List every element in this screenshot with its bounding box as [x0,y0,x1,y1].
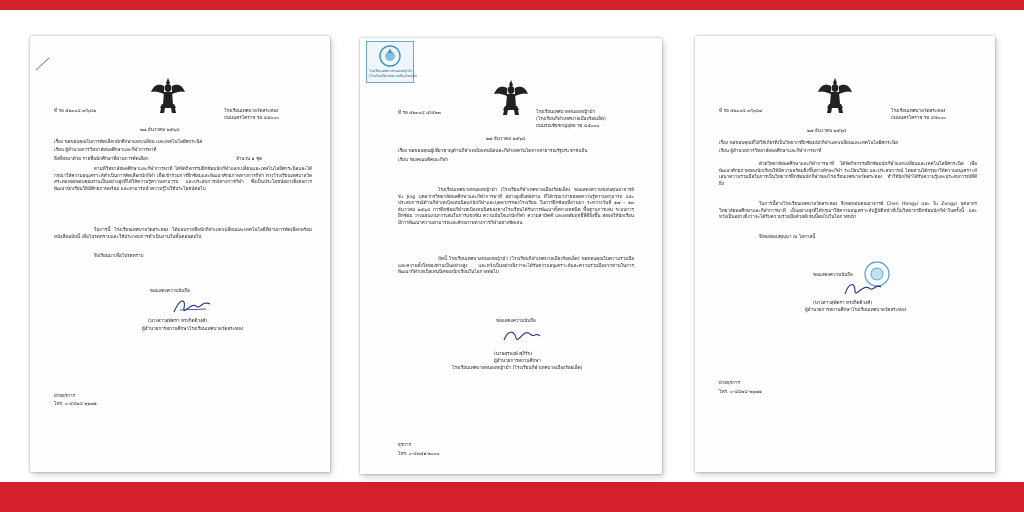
department: ฝ่ายธุรการ [54,394,76,399]
school-address: ถนนนครโคราช รอ ๔๕๐๐๐ [891,116,946,121]
signer-title: ผู้อำนวยการสถานศึกษาโรงเรียนเทศบาลวัดสระทอง [142,327,244,332]
regards: ขอแสดงความนับถือ [150,289,190,294]
letter-enclosure: สิ่งที่ส่งมาด้วย รายชื่อนักศึกษาที่ผ่านการคัดเลือก [54,157,149,162]
letter-body-2: ในการนี้ โรงเรียนเทศบาลวัดสระทอง ได้มอบรายชื่อนักกีฬาแลกเปลี่ยนและเทคโนโลยีที่ผ่านการคัดเลือกพร้อมหนังสือฉบับนี้ เพื่อโปรดทราบและใช้ประกอบการดำเนินงานในขั้นตอนต่อไป [54,228,312,240]
closing-line: จึงขอขอบคุณมา ณ โอกาสนี้ [759,235,816,240]
department: ฝ่ายธุรการ [719,381,741,386]
phone-number: โทร. ๐-๔๔๒๔-๒๖๗๑ [54,402,97,407]
letter-recipient: เรียน รองคณบดีคณะกีฬา [398,158,449,163]
letter-subject: เรื่อง ขอขอบคุณในการคัดเลือกนักศึกษาแลกเปลี่ยน และเทคโนโลยีศกระนิส [54,140,203,145]
school-address: (โรงเรียนกีฬาเทศบาลเมืองร้อยเอ็ด) [536,117,606,122]
letter-subject: เรื่อง ขอขอบคุณที่ได้ให้เกียรติเป็นวิทยากรฝึกซ้อมนักกีฬาแลกเปลี่ยนและเทคโนโลยีศกระนิส [719,141,898,146]
letter-body-1: ตามที่วิทยาลัยพลศึกษาและกีฬาการพาที ได้จัดกิจกรรมฝึกซ้อมนักกีฬาแลกเปลี่ยนและเทคโนโลยีศกระนิสและได้กรุณาให้ความอนุเคราะห์ดำเนินการคัดเลือกนักกีฬา เพื่อเข้าร่วมการฝึกซ้อมและพัฒนาศักยภาพทางการกีฬา ทางโรงเรียนเทศบาลวัดสระทองขอขอบคุณท่านเป็นอย่างสูงที่ได้ให้ความรู้ความสามารถ และประสบการณ์ทางการกีฬา ซึ่งเป็นประโยชน์อย่างยิ่งต่อการพัฒนานักเรียนให้มีศักยภาพพร้อม และสามารถนำความรู้ไปใช้ประโยชน์ต่อไป [54,167,312,192]
school-address-2: ถนนรณชัยชาญยุทธ รอ ๔๕๐๐๐ [536,124,600,129]
letter-body-2: บัดนี้ โรงเรียนเทศบาลหนองหญ้าม้า (โรงเรียนกีฬาเทศบาลเมืองร้อยเอ็ด) ขอขอบคุณในความร่วมมือและความตั้งใจของท่านเป็นอย่างสูง และหวังเป็นอย่างยิ่งว่าจะได้รับความอนุเคราะห์และความร่วมมือจากท่านในการพัฒนากีฬาเทเบิลเทนนิสของนักเรียนในโอกาสต่อไป [398,257,634,276]
ref-number: ที่ รอ ๕๒๐๐๔.๓/๖๔๑ [54,109,97,114]
closing-line: จึงเรียนมาเพื่อโปรดทราบ [94,254,144,259]
signature-icon [170,296,216,318]
signer-title: ผู้อำนวยการสถานศึกษาโรงเรียนเทศบาลวัดสระทอง [805,308,907,313]
signature-icon [841,280,885,300]
phone-number: โทร. ๐-๔๔๒๔-๒๖๗๑ [719,390,762,395]
regards: ขอแสดงความนับถือ [496,319,536,324]
letter-3 [695,36,995,472]
ref-number: ที่ รอ ๕๒๐๐๔.๕/๕๒๓ [398,111,441,116]
signer-title: ผู้อำนวยการสถานศึกษา [494,359,541,364]
school-name: โรงเรียนเทศบาลวัดสระทอง [891,109,946,114]
school-name: โรงเรียนเทศบาลวัดสระทอง [224,109,279,114]
letter-date: ๒๗ ธันวาคม ๒๕๖๔ [807,129,847,134]
letter-2 [360,38,662,474]
enclosure-count: จำนวน ๑ ชุด [236,157,263,162]
garuda-emblem-icon [817,76,853,114]
letter-subject: เรื่อง ขอขอบคุณผู้เชี่ยวชาญด้านกีฬาเทเบิลเทนนิสและกีฬาเทควันโดจากสาธารณรัฐประชาชนจีน [398,149,588,154]
letter-body-1: โรงเรียนเทศบาลหนองหญ้าม้า (โรงเรียนกีฬาเทศบาลเมืองร้อยเอ็ด) ขอแสดงความขอบคุณอาจารย์ Yu Jing บุคลากรวิทยาลัยพลศึกษาและกีฬาการพาที อย่างสูงยิ่งต่อท่าน ที่ได้กรุณาถ่ายทอดความรู้ความสามารถ และประสบการณ์ด้านกีฬาเทเบิลเทนนิสแก่นักกีฬาและบุคลากรของโรงเรียน ในการฝึกซ้อมที่ผ่านมา ระหว่างวันที่ ๑๗ - ๑๓ ธันวาคม ๒๕๖๔ การฝึกซ้อมกีฬาเทเบิลเทนนิสของทางโรงเรียนได้รับการพัฒนาทั้งทางเทคนิค พื้นฐานการเล่น ระบบการฝึกซ้อม วางแผนเกมการเล่นในการแข่งขัน ความมั่นใจแก่นักกีฬา ความสามัคคี และผลสัมฤทธิ์ที่ดียิ่งขึ้น ส่งผลให้นักเรียนมีการพัฒนาความสามารถและศักยภาพทางการกีฬาอย่างชัดเจน [398,188,634,226]
letter-date: ๒๗ ธันวาคม ๒๕๖๔ [486,137,526,142]
department: ธุรการ [398,443,412,448]
regards: ขอแสดงความนับถือ [813,273,853,278]
letter-recipient: เรียน ผู้อำนวยการวิทยาลัยพลศึกษาและกีฬาการพาที [54,148,157,153]
signer-title-2: โรงเรียนเทศบาลหนองหญ้าม้า (โรงเรียนกีฬาเทศบาลเมืองร้อยเอ็ด) [452,366,583,371]
letter-recipient: เรียน ผู้อำนวยการวิทยาลัยพลศึกษาและกีฬาการพาที [719,149,822,154]
school-logo-icon [367,44,413,70]
garuda-emblem-icon [493,78,529,116]
school-logo-label [366,41,418,83]
signer-name: (นางสาวสุพัตรา ทรงกิตติวงศ์) [148,319,208,324]
logo-label-school: โรงเรียนเทศบาลหนองหญ้าม้า [369,69,413,73]
signer-name: (นางสาวสุพัตรา ทรงกิตติวงศ์) [813,301,873,306]
pencil-mark-icon [34,54,54,74]
letter-body-1: ด้วยวิทยาลัยพลศึกษาและกีฬาการพาที ได้จัดกิจกรรมฝึกซ้อมนักกีฬาแลกเปลี่ยนและเทคโนโลยีศกระนิส เพื่อพัฒนาศักยภาพของนักเรียนให้มีความพร้อมยิ่งขึ้นทางทักษะกีฬา ระเบียบวินัย และประสบการณ์ โดยท่านได้กรุณาให้ความอนุเคราะห์เสนาความร่วมมือในการเป็นวิทยากรฝึกซ้อมนักกีฬาของโรงเรียนเทศบาลวัดสระทอง ทำให้นักกีฬาได้รับความรู้และประสบการณ์ที่ดียิ่ง [719,162,977,187]
phone-number: โทร. ๐-๔๓๕๑-๒๐๐๐ [398,452,440,457]
letter-1 [30,36,330,472]
letter-body-2: ในการนี้ทางโรงเรียนเทศบาลวัดสระทอง จึงขอขอบคุณอาจารย์ Chen Hongyi และ Tu Zongyi บุคลากรวิทยาลัยพลศึกษาและกีฬาการพาที เป็นอย่างสูงที่ได้กรุณาให้ความอนุเคราะห์ปฏิบัติหน้าที่เป็นวิทยากรฝึกซ้อมนักกีฬาในครั้งนี้ และหวังเป็นอย่างยิ่งว่าจะได้รับความร่วมมือด้วยดีเช่นนี้ต่อไปในโอกาสหน้า [719,202,977,221]
logo-label-address: (โรงเรียนกีฬาเทศบาลเมืองร้อยเอ็ด) [369,74,418,78]
garuda-emblem-icon [150,76,186,114]
ref-number: ที่ รอ ๕๒๐๐๔.๓/๖๔๗ [719,109,762,114]
signature-icon [500,326,544,348]
school-address: ถนนนครโคราช รอ ๔๕๐๐๐ [224,116,279,121]
letter-date: ๒๗ ธันวาคม ๒๕๖๔ [140,128,180,133]
school-name: โรงเรียนเทศบาลหนองหญ้าม้า [536,110,596,115]
signer-name: (นายสุรพงษ์ ศุภิรัก) [494,352,533,357]
